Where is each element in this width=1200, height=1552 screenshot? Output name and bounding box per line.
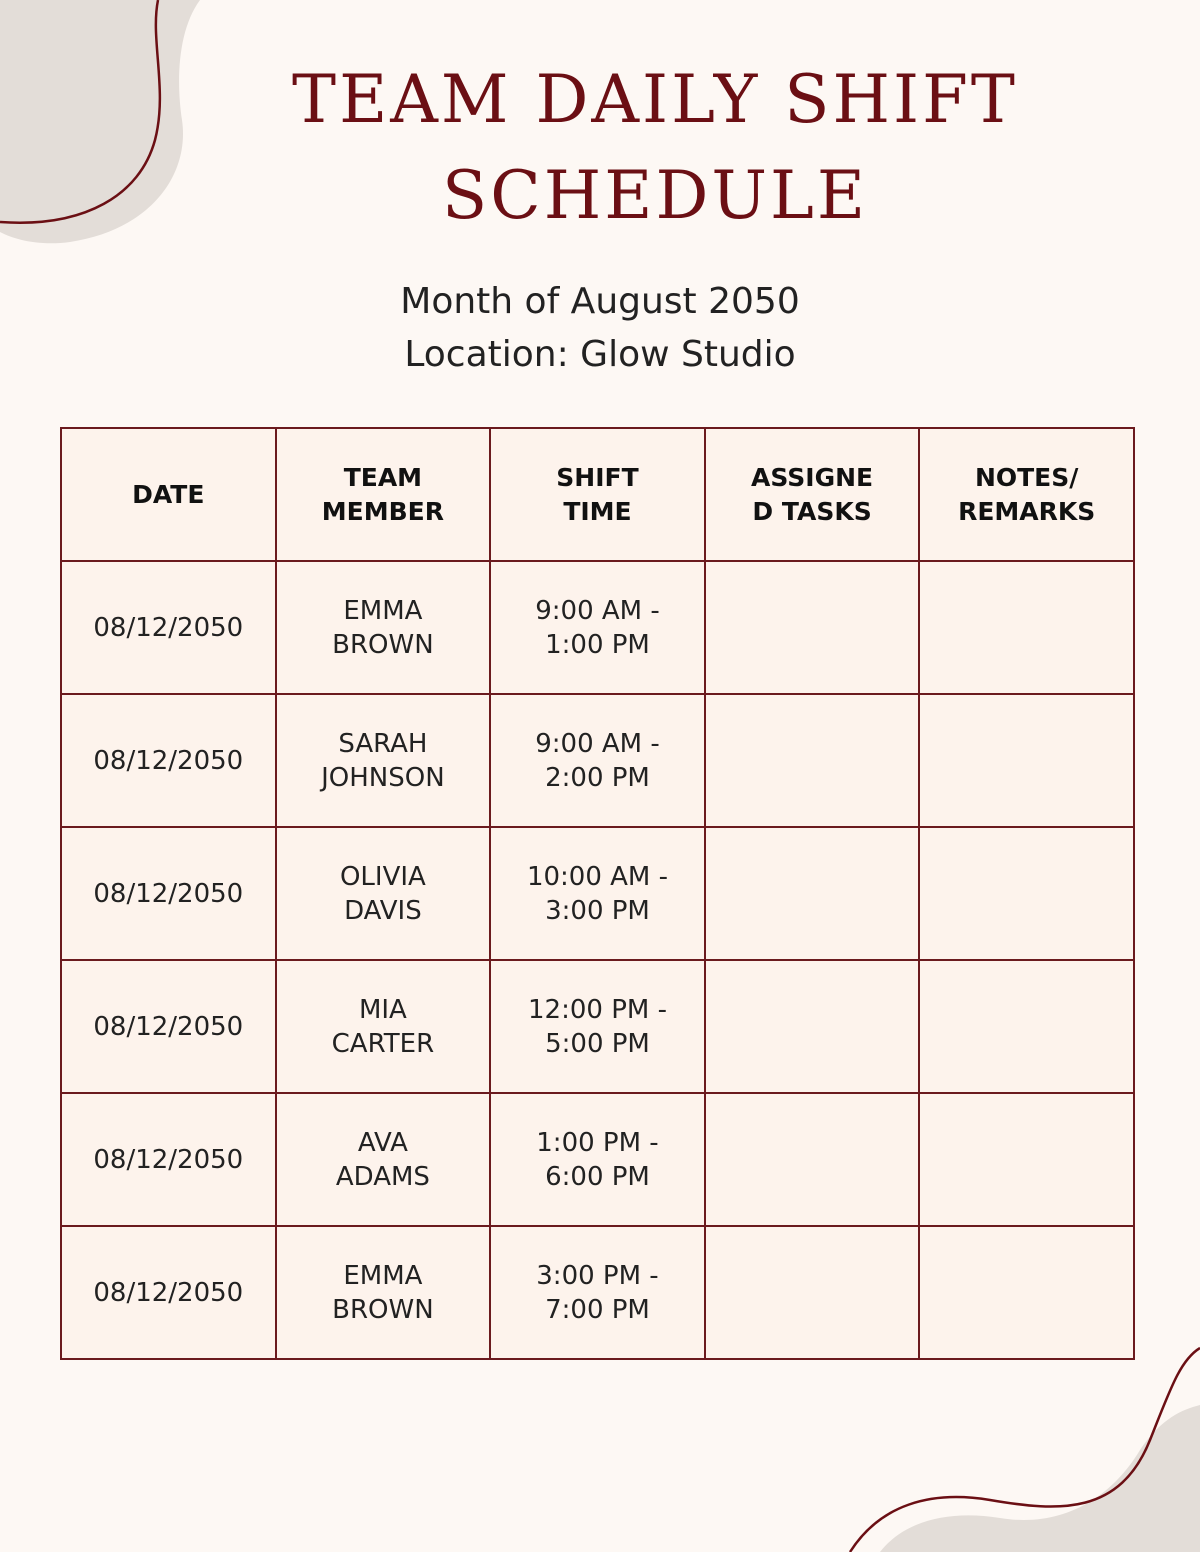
notes-cell[interactable] (919, 561, 1134, 694)
location-text: Location: Glow Studio (404, 334, 796, 375)
table-header-row (61, 428, 1134, 561)
member-cell: EMMA BROWN (276, 561, 491, 694)
title-line-2: SCHEDULE (442, 157, 868, 234)
date-cell: 08/12/2050 (61, 561, 276, 694)
shift-schedule-table (60, 427, 1135, 1360)
date-cell: 08/12/2050 (61, 1093, 276, 1226)
page-title (0, 52, 1200, 244)
date-cell: 08/12/2050 (61, 694, 276, 827)
time-cell: 9:00 AM - 2:00 PM (490, 694, 705, 827)
header-assigned-tasks: ASSIGNE D TASKS (705, 428, 920, 561)
header-date: DATE (61, 428, 276, 561)
table-row (61, 827, 1134, 960)
notes-cell[interactable] (919, 960, 1134, 1093)
time-cell: 12:00 PM - 5:00 PM (490, 960, 705, 1093)
notes-cell[interactable] (919, 694, 1134, 827)
date-cell: 08/12/2050 (61, 1226, 276, 1359)
bottom-right-curve-line (850, 1348, 1200, 1552)
notes-cell[interactable] (919, 827, 1134, 960)
time-cell: 10:00 AM - 3:00 PM (490, 827, 705, 960)
month-text: Month of August 2050 (400, 281, 800, 322)
tasks-cell[interactable] (705, 694, 920, 827)
time-cell: 9:00 AM - 1:00 PM (490, 561, 705, 694)
tasks-cell[interactable] (705, 1093, 920, 1226)
header-notes-remarks: NOTES/ REMARKS (919, 428, 1134, 561)
member-cell: EMMA BROWN (276, 1226, 491, 1359)
time-cell: 1:00 PM - 6:00 PM (490, 1093, 705, 1226)
member-cell: MIA CARTER (276, 960, 491, 1093)
table-row (61, 1226, 1134, 1359)
subtitle-block (0, 275, 1200, 381)
title-line-1: TEAM DAILY SHIFT (292, 61, 1018, 138)
tasks-cell[interactable] (705, 561, 920, 694)
table-row (61, 960, 1134, 1093)
notes-cell[interactable] (919, 1093, 1134, 1226)
header-team-member: TEAM MEMBER (276, 428, 491, 561)
tasks-cell[interactable] (705, 960, 920, 1093)
bottom-right-blob (880, 1405, 1200, 1552)
date-cell: 08/12/2050 (61, 827, 276, 960)
table-row (61, 561, 1134, 694)
tasks-cell[interactable] (705, 1226, 920, 1359)
table-row (61, 694, 1134, 827)
notes-cell[interactable] (919, 1226, 1134, 1359)
table-row (61, 1093, 1134, 1226)
time-cell: 3:00 PM - 7:00 PM (490, 1226, 705, 1359)
tasks-cell[interactable] (705, 827, 920, 960)
member-cell: SARAH JOHNSON (276, 694, 491, 827)
header-shift-time: SHIFT TIME (490, 428, 705, 561)
member-cell: AVA ADAMS (276, 1093, 491, 1226)
date-cell: 08/12/2050 (61, 960, 276, 1093)
member-cell: OLIVIA DAVIS (276, 827, 491, 960)
